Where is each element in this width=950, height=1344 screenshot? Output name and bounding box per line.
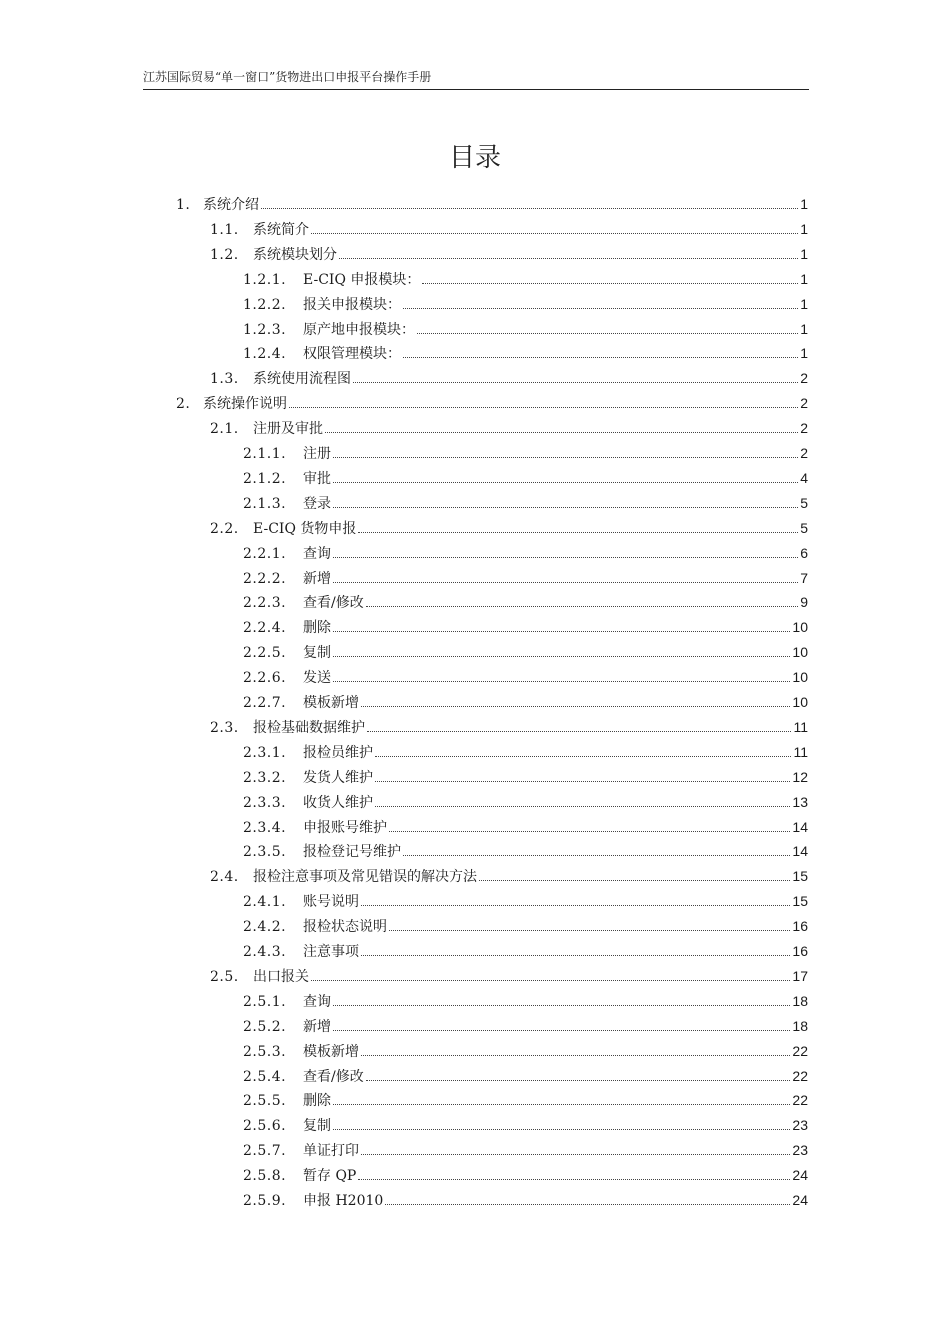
toc-entry-title: 报检登记号维护 — [303, 844, 401, 861]
toc-entry-number: 2.5.1. — [243, 993, 287, 1010]
toc-entry-number: 2.3.3. — [243, 794, 287, 811]
toc-entry-page: 16 — [792, 943, 808, 959]
toc-entry-number: 2.3.4. — [243, 819, 287, 836]
toc-dot-leader — [361, 904, 790, 906]
toc-dot-leader — [358, 531, 798, 533]
toc-entry-number: 1.2.3. — [243, 321, 287, 338]
toc-dot-leader — [333, 655, 790, 657]
toc-entry-number: 2.2.4. — [243, 620, 287, 637]
toc-dot-leader — [311, 979, 790, 981]
toc-dot-leader — [403, 854, 790, 856]
toc-entry[interactable] — [210, 242, 808, 267]
toc-entry-title: 申报 H2010 — [303, 1193, 384, 1209]
toc-entry-page: 10 — [792, 669, 808, 686]
toc-entry[interactable] — [243, 1188, 808, 1213]
toc-dot-leader — [366, 1079, 791, 1081]
toc-entry[interactable] — [243, 1014, 808, 1039]
toc-entry-number: 2.3.5. — [243, 844, 287, 861]
toc-entry[interactable] — [243, 590, 808, 615]
toc-entry[interactable] — [243, 815, 808, 840]
toc-entry-page: 18 — [792, 992, 808, 1009]
toc-entry-title: 查询 — [303, 993, 331, 1010]
toc-entry-number: 1.2. — [210, 246, 239, 263]
toc-dot-leader — [375, 755, 791, 757]
toc-entry[interactable] — [243, 1039, 808, 1064]
toc-entry-title: 模板新增 — [303, 1043, 359, 1060]
toc-dot-leader — [375, 805, 790, 807]
toc-entry-title: 复制 — [303, 1118, 331, 1135]
toc-entry-page: 13 — [792, 793, 808, 810]
toc-entry-number: 2.5.2. — [243, 1018, 287, 1035]
toc-entry-number: 2.2.7. — [243, 695, 287, 711]
toc-entry[interactable] — [210, 715, 808, 740]
toc-entry-title: 账号说明 — [303, 894, 359, 911]
toc-entry-number: 1.2.4. — [243, 346, 287, 363]
toc-entry-number: 2.2. — [210, 520, 239, 537]
toc-entry-number: 2.5.6. — [243, 1118, 287, 1135]
toc-entry[interactable] — [243, 939, 808, 964]
toc-dot-leader — [333, 680, 790, 682]
toc-entry-title: 系统模块划分 — [253, 246, 337, 263]
toc-entry-page: 10 — [792, 694, 808, 710]
toc-dot-leader — [333, 481, 798, 483]
toc-entry[interactable] — [243, 989, 808, 1014]
toc-dot-leader — [375, 780, 790, 782]
toc-entry-title: 删除 — [303, 620, 331, 637]
toc-entry-title: 权限管理模块： — [303, 346, 401, 363]
toc-entry-page: 1 — [800, 220, 808, 237]
toc-entry[interactable] — [243, 790, 808, 815]
toc-entry-number: 2.3. — [210, 719, 239, 736]
toc-entry-number: 2.4.1. — [243, 894, 287, 911]
toc-dot-leader — [289, 406, 798, 408]
toc-entry[interactable] — [243, 466, 808, 491]
toc-entry[interactable] — [176, 192, 808, 217]
toc-dot-leader — [366, 605, 798, 607]
toc-entry-page: 5 — [800, 519, 808, 536]
toc-entry[interactable] — [176, 391, 808, 416]
toc-entry-title: 系统操作说明 — [203, 396, 287, 413]
toc-entry-title: 新增 — [303, 1018, 331, 1035]
toc-entry[interactable] — [243, 640, 808, 665]
toc-entry-page: 2 — [800, 420, 808, 437]
toc-entry[interactable] — [243, 765, 808, 790]
toc-entry-number: 2.5.3. — [243, 1043, 287, 1060]
toc-entry-title: 报检注意事项及常见错误的解决方法 — [253, 869, 477, 886]
toc-dot-leader — [333, 456, 798, 458]
toc-entry-page: 2 — [800, 370, 808, 387]
toc-entry-page: 22 — [792, 1042, 808, 1059]
toc-entry-title: 注册及审批 — [253, 421, 323, 438]
toc-dot-leader — [422, 282, 798, 284]
toc-entry-page: 16 — [792, 918, 808, 935]
toc-dot-leader — [261, 207, 798, 209]
toc-entry[interactable] — [243, 1138, 808, 1163]
toc-entry-number: 2.5.7. — [243, 1143, 287, 1160]
toc-entry-title: 报关申报模块： — [303, 296, 401, 313]
toc-entry-number: 2.3.2. — [243, 769, 287, 786]
toc-entry-page: 11 — [793, 743, 808, 760]
toc-entry-page: 2 — [800, 395, 808, 412]
toc-entry-title: 查看/修改 — [303, 595, 364, 612]
toc-entry-number: 2.5. — [210, 968, 239, 985]
toc-entry-page: 18 — [792, 1017, 808, 1034]
toc-entry-number: 2.4.2. — [243, 919, 287, 936]
toc-entry[interactable] — [243, 889, 808, 914]
toc-dot-leader — [385, 1203, 790, 1205]
toc-entry[interactable] — [210, 366, 808, 391]
toc-dot-leader — [333, 1004, 790, 1006]
toc-dot-leader — [333, 1029, 790, 1031]
toc-entry-title: 系统介绍 — [203, 197, 259, 213]
toc-entry-title: 暂存 QP — [303, 1168, 357, 1185]
toc-entry-number: 2.2.5. — [243, 645, 287, 662]
toc-entry-title: 原产地申报模块： — [303, 321, 415, 338]
toc-entry-number: 2.2.6. — [243, 670, 287, 687]
toc-entry-title: 注意事项 — [303, 944, 359, 960]
toc-dot-leader — [403, 307, 798, 309]
toc-entry-number: 2.1.2. — [243, 470, 287, 487]
toc-entry-page: 22 — [792, 1067, 808, 1084]
toc-entry-page: 24 — [792, 1167, 808, 1184]
toc-entry-title: 报检员维护 — [303, 744, 373, 761]
toc-entry-title: 报检基础数据维护 — [253, 719, 365, 736]
toc-entry-page: 2 — [800, 445, 808, 461]
toc-dot-leader — [333, 630, 790, 632]
toc-dot-leader — [403, 356, 798, 358]
toc-entry-page: 9 — [800, 594, 808, 611]
toc-entry-page: 11 — [793, 718, 808, 735]
toc-entry-page: 23 — [792, 1117, 808, 1134]
toc-entry-number: 2.2.1. — [243, 545, 287, 562]
toc-entry[interactable] — [243, 317, 808, 342]
toc-entry-page: 22 — [792, 1092, 808, 1109]
toc-entry-number: 2.5.9. — [243, 1193, 287, 1209]
toc-dot-leader — [417, 332, 798, 334]
toc-entry-title: 注册 — [303, 446, 331, 462]
toc-entry-number: 2.5.5. — [243, 1093, 287, 1110]
toc-entry[interactable] — [243, 441, 808, 466]
toc-entry-page: 24 — [792, 1192, 808, 1208]
toc-entry-number: 2.2.3. — [243, 595, 287, 612]
toc-entry-title: E-CIQ 货物申报 — [253, 520, 357, 537]
toc-entry[interactable] — [243, 1088, 808, 1113]
toc-dot-leader — [361, 705, 790, 707]
toc-entry-page: 1 — [800, 345, 808, 362]
toc-dot-leader — [361, 954, 790, 956]
toc-dot-leader — [358, 1178, 790, 1180]
toc-entry[interactable] — [210, 864, 808, 889]
toc-entry-page: 15 — [792, 893, 808, 910]
toc-entry[interactable] — [243, 665, 808, 690]
toc-entry-page: 1 — [800, 295, 808, 312]
toc-dot-leader — [389, 830, 790, 832]
toc-entry[interactable] — [243, 566, 808, 591]
toc-entry[interactable] — [210, 217, 808, 242]
toc-entry-title: 出口报关 — [253, 968, 309, 985]
toc-entry-page: 4 — [800, 469, 808, 486]
toc-entry[interactable] — [243, 491, 808, 516]
toc-entry-title: 收货人维护 — [303, 794, 373, 811]
toc-dot-leader — [361, 1153, 790, 1155]
toc-entry-page: 14 — [792, 843, 808, 860]
toc-entry[interactable] — [243, 740, 808, 765]
toc-entry[interactable] — [243, 267, 808, 292]
toc-entry-page: 10 — [792, 644, 808, 661]
header-title: 江苏国际贸易“单一窗口”货物进出口申报平台操作手册 — [143, 70, 432, 84]
toc-dot-leader — [353, 381, 798, 383]
toc-entry-title: E-CIQ 申报模块： — [303, 271, 421, 288]
toc-entry-title: 复制 — [303, 645, 331, 662]
toc-entry-title: 模板新增 — [303, 695, 359, 711]
toc-entry-number: 2.4.3. — [243, 944, 287, 960]
toc-dot-leader — [333, 1103, 790, 1105]
toc-entry-title: 发送 — [303, 670, 331, 687]
toc-entry[interactable] — [243, 914, 808, 939]
toc-entry-number: 2.1.1. — [243, 446, 287, 462]
toc-dot-leader — [333, 581, 798, 583]
toc-entry-page: 1 — [800, 270, 808, 287]
toc-entry[interactable] — [210, 516, 808, 541]
toc-entry-number: 1.2.1. — [243, 271, 287, 288]
toc-dot-leader — [389, 929, 790, 931]
toc-entry-number: 2.5.4. — [243, 1068, 287, 1085]
toc-entry-title: 审批 — [303, 470, 331, 487]
toc-entry-number: 1.1. — [210, 221, 239, 238]
toc-entry[interactable] — [243, 839, 808, 864]
toc-dot-leader — [479, 879, 790, 881]
toc-entry-number: 2.2.2. — [243, 570, 287, 587]
toc-dot-leader — [339, 257, 798, 259]
page-header — [143, 70, 809, 90]
toc-entry[interactable] — [210, 416, 808, 441]
toc-entry[interactable] — [243, 292, 808, 317]
toc-entry-number: 2.5.8. — [243, 1168, 287, 1185]
toc-entry-page: 1 — [800, 196, 808, 212]
toc-entry-number: 1.2.2. — [243, 296, 287, 313]
toc-entry-page: 1 — [800, 320, 808, 337]
toc-entry-page: 6 — [800, 544, 808, 561]
toc-entry-title: 查询 — [303, 545, 331, 562]
toc-entry[interactable] — [243, 690, 808, 715]
toc-entry-title: 查看/修改 — [303, 1068, 364, 1085]
toc-entry-title: 发货人维护 — [303, 769, 373, 786]
toc-entry[interactable] — [243, 1064, 808, 1089]
toc-dot-leader — [311, 232, 798, 234]
toc-entry-title: 删除 — [303, 1093, 331, 1110]
toc-entry-number: 2.3.1. — [243, 744, 287, 761]
toc-entry-title: 新增 — [303, 570, 331, 587]
toc-entry-number: 2.4. — [210, 869, 239, 886]
toc-entry-page: 1 — [800, 245, 808, 262]
toc-entry-page: 10 — [792, 619, 808, 636]
toc-entry-number: 2.1. — [210, 421, 239, 438]
toc-entry-page: 5 — [800, 494, 808, 511]
toc-entry-number: 2. — [176, 396, 191, 413]
toc-entry-page: 17 — [792, 967, 808, 984]
toc-dot-leader — [367, 730, 791, 732]
toc-entry-title: 系统使用流程图 — [253, 371, 351, 388]
toc-entry-page: 15 — [792, 868, 808, 885]
toc-entry-title: 单证打印 — [303, 1143, 359, 1160]
toc-heading: 目录 — [448, 143, 501, 173]
toc-entry-number: 2.1.3. — [243, 495, 287, 512]
toc-dot-leader — [325, 431, 798, 433]
toc-entry[interactable] — [243, 341, 808, 366]
toc-entry-page: 14 — [792, 818, 808, 835]
toc-entry-page: 12 — [792, 768, 808, 785]
toc-entry-title: 申报账号维护 — [303, 819, 387, 836]
toc-entry-page: 7 — [800, 569, 808, 586]
toc-dot-leader — [333, 506, 798, 508]
toc-entry-title: 登录 — [303, 495, 331, 512]
toc-entry-title: 报检状态说明 — [303, 919, 387, 936]
toc-entry-title: 系统简介 — [253, 221, 309, 238]
toc-entry-page: 23 — [792, 1142, 808, 1159]
toc-entry[interactable] — [243, 615, 808, 640]
toc-entry[interactable] — [243, 1163, 808, 1188]
toc-dot-leader — [361, 1054, 790, 1056]
toc-dot-leader — [333, 1128, 790, 1130]
toc-entry[interactable] — [243, 1113, 808, 1138]
toc-entry-number: 1.3. — [210, 371, 239, 388]
toc-dot-leader — [333, 556, 798, 558]
toc-entry-number: 1. — [176, 197, 191, 213]
toc-entry[interactable] — [243, 541, 808, 566]
toc-entry[interactable] — [210, 964, 808, 989]
